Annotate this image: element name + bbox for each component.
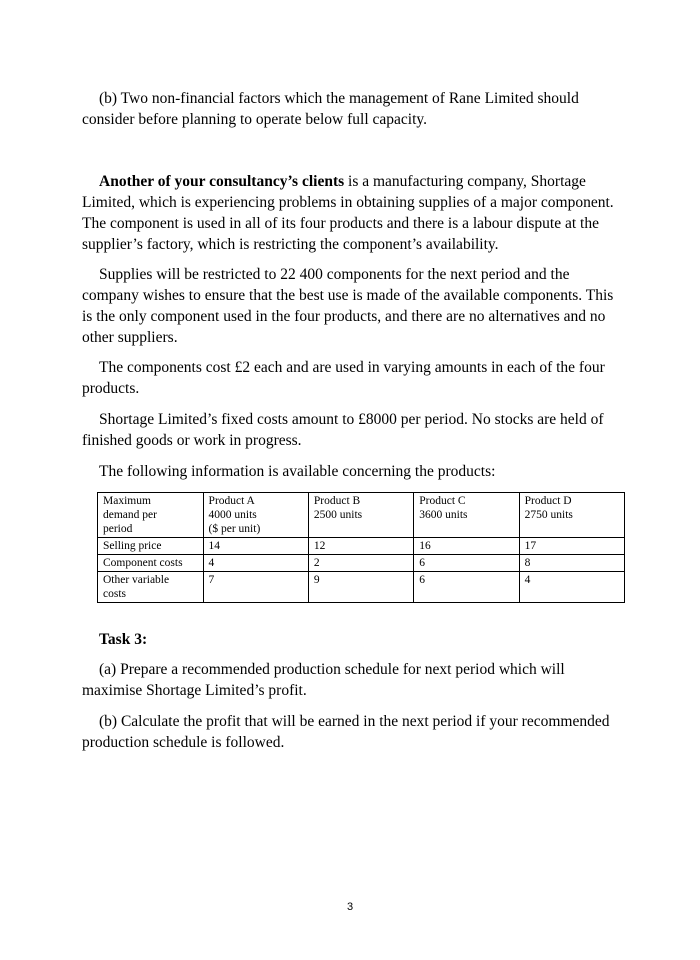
cell-product-b: 9: [308, 572, 413, 603]
cell-product-c: 16: [414, 538, 519, 555]
paragraph-supplies: Supplies will be restricted to 22 400 components for the next period and the company wishes to ensure that the best use is made of the available components. This is the only component used in the four products, and there are no alternatives and no other suppliers.: [82, 266, 614, 346]
table-row-selling-price: [98, 538, 625, 555]
paragraph-fixed-costs: Shortage Limited’s fixed costs amount to £8000 per period. No stocks are held of finished goods or work in progress.: [82, 411, 604, 449]
header-product-a: Product A 4000 units ($ per unit): [203, 493, 308, 538]
paragraph-following-info: The following information is available concerning the products:: [99, 463, 496, 480]
table-row-other-variable-costs: [98, 572, 625, 603]
paragraph-task-b: (b) Calculate the profit that will be earned in the next period if your recommended production schedule is followed.: [82, 713, 610, 751]
page-number: 3: [346, 901, 354, 913]
cell-product-b: 12: [308, 538, 413, 555]
header-product-c: Product C 3600 units: [414, 493, 519, 538]
cell-product-c: 6: [414, 555, 519, 572]
paragraph-task-a: (a) Prepare a recommended production schedule for next period which will maximise Shortage Limited’s profit.: [82, 661, 565, 699]
header-product-b: Product B 2500 units: [308, 493, 413, 538]
cell-product-a: 7: [203, 572, 308, 603]
row-label: Other variable costs: [98, 572, 204, 603]
intro-bold-text: Another of your consultancy’s clients: [99, 173, 345, 190]
products-table: [97, 492, 625, 603]
header-product-d: Product D 2750 units: [519, 493, 624, 538]
header-max-demand: Maximum demand per period: [98, 493, 204, 538]
cell-product-c: 6: [414, 572, 519, 603]
cell-product-a: 4: [203, 555, 308, 572]
paragraph-shortage-intro: [82, 171, 622, 255]
cell-product-b: 2: [308, 555, 413, 572]
row-label: Component costs: [98, 555, 204, 572]
cell-product-a: 14: [203, 538, 308, 555]
paragraph-b-non-financial-factors: (b) Two non-financial factors which the management of Rane Limited should consider before planning to operate below full capacity.: [82, 90, 579, 128]
table-row-component-costs: [98, 555, 625, 572]
task-3-heading: Task 3:: [99, 631, 148, 648]
paragraph-component-cost: The components cost £2 each and are used in varying amounts in each of the four products.: [82, 359, 605, 397]
cell-product-d: 8: [519, 555, 624, 572]
intro-rest-text: is a manufacturing company, Shortage Limited, which is experiencing problems in obtaining supplies of a major component. The component is used in all of its four products and there is a labour dispute at the supplier’s factory, which is restricting the component’s availability.: [82, 173, 614, 253]
cell-product-d: 17: [519, 538, 624, 555]
row-label: Selling price: [98, 538, 204, 555]
table-header-row: [98, 493, 625, 538]
cell-product-d: 4: [519, 572, 624, 603]
